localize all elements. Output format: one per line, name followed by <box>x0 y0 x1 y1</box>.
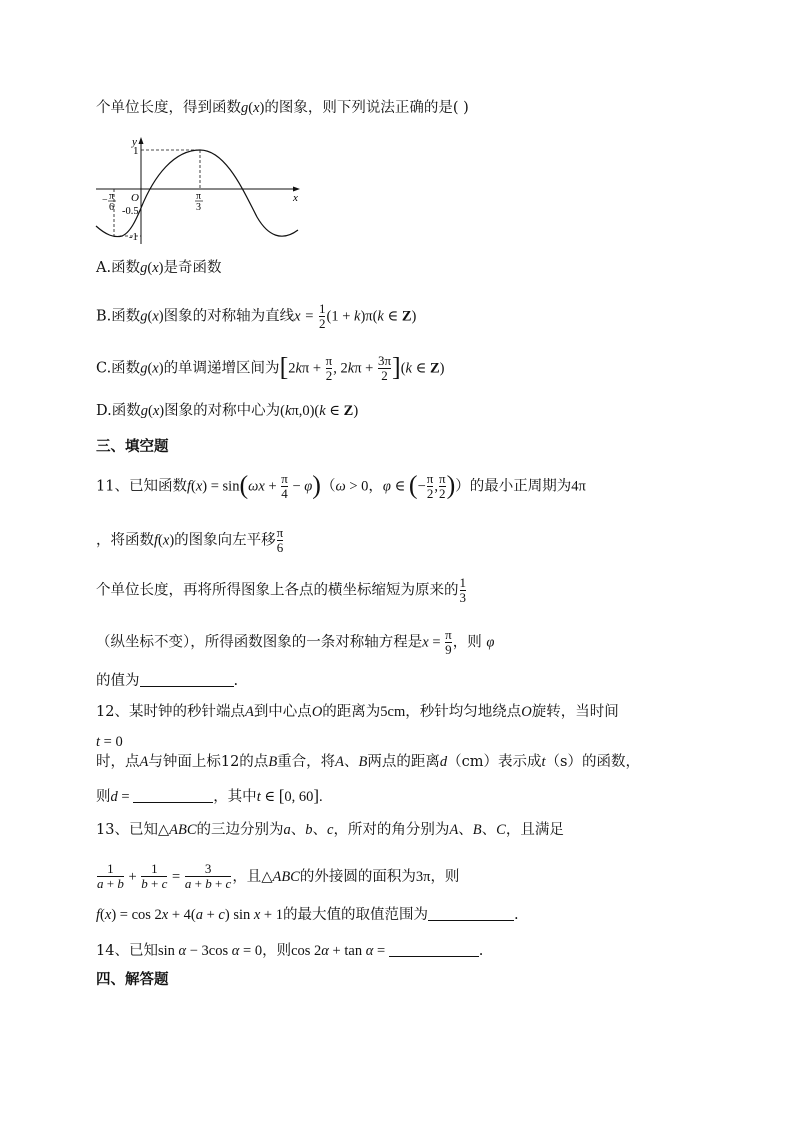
y-axis-label: y <box>132 136 137 148</box>
q14-answer-blank[interactable] <box>389 940 479 957</box>
q13-answer-blank[interactable] <box>428 904 514 921</box>
q14-line: 14、已知sin α − 3cos α = 0，则cos 2α + tan α = . <box>96 940 483 961</box>
q11-line1: 11、已知函数f(x) = sin(ωx + $\frac{\pi}{4}$ − φ)（ω > 0，φ ∈ (− $\frac{\pi}{2}$ , $\frac{\pi}{2}$ )）的最小正周期为4π <box>96 470 586 501</box>
section-title-fill-blank: 三、填空题 <box>96 438 169 455</box>
q11-answer-blank[interactable] <box>140 670 234 687</box>
option-b: B.函数g(x)图象的对称轴为直线x = $\frac{1}{2}$ (1 + k)π(k ∈ Z) <box>96 301 417 331</box>
tick-label-neg-one: -1 <box>129 232 138 243</box>
tick-label-one: 1 <box>133 145 139 157</box>
origin-label: O <box>131 192 139 204</box>
y-axis-arrow <box>139 137 144 144</box>
q12-line1: 12、某时钟的秒针端点A到中心点O的距离为5cm，秒针均匀地绕点O旋转，当时间 <box>96 704 619 720</box>
tick-label-neg-sign: − <box>102 195 108 206</box>
q11-line4: （纵坐标不变），所得函数图象的一条对称轴方程是x = $\frac{\pi}{9}$ ，则 φ <box>96 627 495 657</box>
tick-label-pi3-num: π <box>196 191 202 202</box>
q11-line5: 的值为 . <box>96 670 238 691</box>
tick-label-neg-half: -0.5 <box>122 206 139 217</box>
q13-line3: f(x) = cos 2x + 4(a + c) sin x + 1的最大值的取值范围为 . <box>96 904 519 925</box>
q11-line3: 个单位长度，再将所得图象上各点的横坐标缩短为原来的 $\frac{1}{3}$ <box>96 575 466 605</box>
x-axis-arrow <box>293 187 300 192</box>
q13-line2: $\frac{1}{a + b}$ + $\frac{1}{b + c}$ = $\frac{3}{a + b + c}$ ，且△ABC的外接圆的面积为3π，则 <box>97 861 460 891</box>
q11-line2: ，将函数f(x)的图象向左平移 $\frac{\pi}{6}$ <box>96 525 284 555</box>
q12-answer-blank[interactable] <box>133 786 213 803</box>
option-d: D.函数g(x)图象的对称中心为(kπ,0)(k ∈ Z) <box>96 403 359 419</box>
section-title-answer: 四、解答题 <box>96 971 169 988</box>
sine-graph <box>92 132 304 247</box>
x-axis-label: x <box>293 192 298 204</box>
q12-line2: t = 0 <box>96 734 123 750</box>
intro-line: 个单位长度，得到函数g(x)的图象，则下列说法正确的是( ) <box>96 100 469 116</box>
q12-line3: 时，点A与钟面上标12的点B重合，将A、B两点的距离d（cm）表示成t（s）的函数， <box>96 754 640 770</box>
tick-label-pi6-den: 6 <box>109 202 114 213</box>
tick-label-pi3-den: 3 <box>196 202 201 213</box>
option-a: A.函数g(x)是奇函数 <box>96 260 222 276</box>
q12-line4: 则d = ，其中t ∈ [0, 60]. <box>96 786 323 805</box>
tick-label-pi6-num: π <box>109 191 115 202</box>
q13-line1: 13、已知△ABC的三边分别为a、b、c，所对的角分别为A、B、C，且满足 <box>96 822 564 838</box>
option-c: C.函数g(x)的单调递增区间为[2kπ + $\frac{\pi}{2}$ , 2kπ + $\frac{3\pi}{2}$ ](k ∈ Z) <box>96 352 445 383</box>
